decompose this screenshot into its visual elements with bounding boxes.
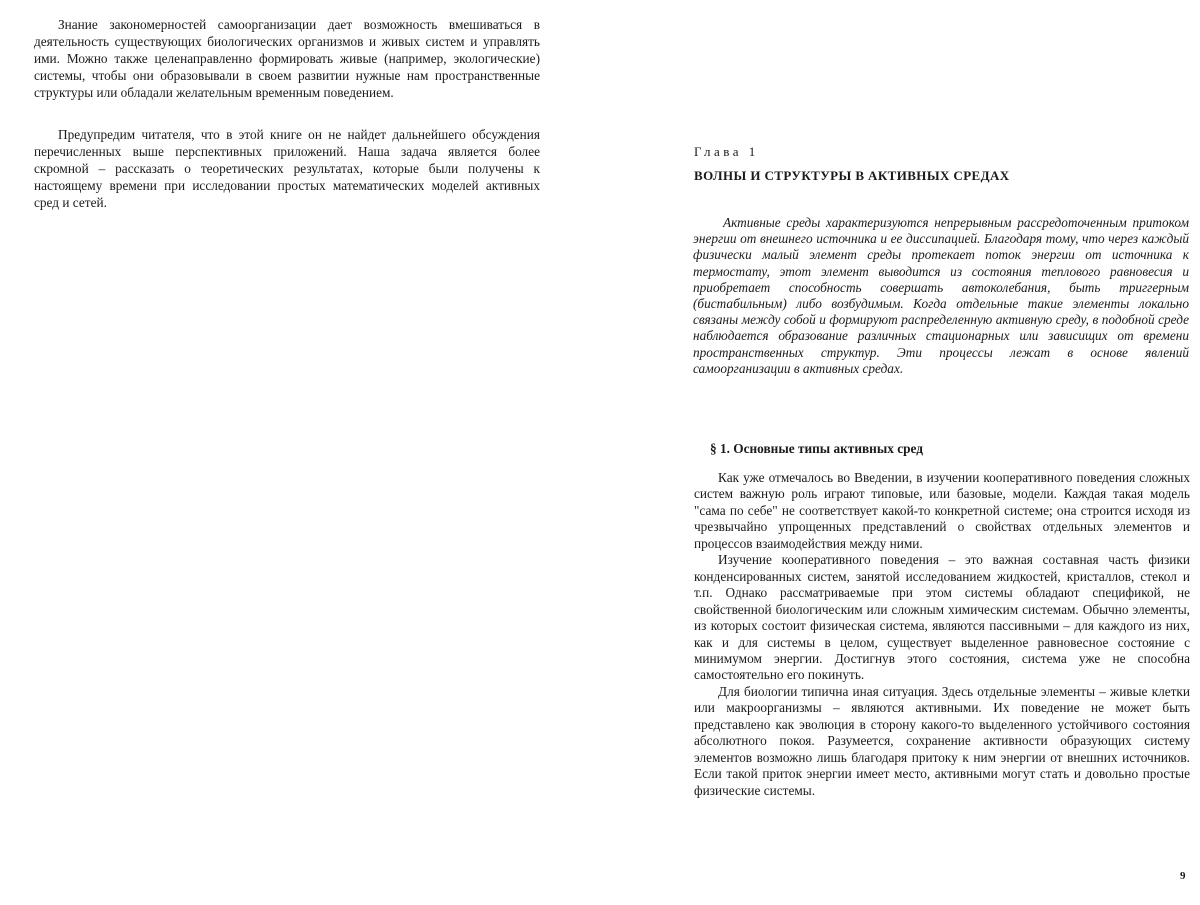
section-body: [694, 470, 1190, 799]
left-paragraph-2: Предупредим читателя, что в этой книге он не найдет дальнейшего обсуждения перечисленных выше перспективных приложений. Наша задача является более скромной – рассказать о теоретических результатах, кото­рые были получены к настоящему времени при исследовании простых математических моделей активных сред и сетей.: [34, 127, 540, 212]
section-title: § 1. Основные типы активных сред: [710, 441, 923, 457]
body-paragraph-1: Как уже отмечалось во Введении, в изучении кооперативного поведе­ния сложных систем важную роль играют типовые, или базовые, модели. Каждая такая модель "сама по себе" не соответствует какой-то конкретной системе; она строится исходя из чрезвычайно упрощенных представлений о свойствах отдельных элементов и процессов взаимодействия между ними.: [694, 470, 1190, 552]
chapter-abstract: Активные среды характеризуются непрерывным рассредоточенным притоком энергии от внешнего источника и ее диссипацией. Благодаря тому, что через каждый физически малый элемент среды протекает поток энергии от источника к термостату, этот элемент выводится из состояния теплового равновесия и приобретает способность со­вершать автоколебания, быть триггерным (бистабильным) либо воз­будимым. Когда отдельные такие элементы локально связаны между собой и формируют распределенную активную среду, в подобной среде наблюдается образование различных стационарных или зависи­щих от времени пространственных структур. Эти процессы лежат в основе явлений самоорганизации в активных средах.: [693, 215, 1189, 377]
body-paragraph-2: Изучение кооперативного поведения – это важная составная часть физики конденсированных систем, занятой исследованием жидкостей, кристаллов, стекол и т.п. Однако рассматриваемые при этом системы обладают спецификой, не свойственной биологическим или сложным химическим системам. Обычно элементы, из которых состоит физическая система, являются пассивными – для каждого из них, как и для системы в целом, существует выделенное равновесное состояние с минимумом энергии. Достигнув этого состояния, система уже не способна самостоятель­но его покинуть.: [694, 552, 1190, 684]
chapter-title: ВОЛНЫ И СТРУКТУРЫ В АКТИВНЫХ СРЕДАХ: [694, 168, 1010, 184]
left-page: [0, 0, 600, 905]
page-number: 9: [1180, 870, 1186, 882]
body-paragraph-3: Для биологии типична иная ситуация. Здесь отдельные элементы – живые клетки или макроорганизмы – являются активными. Их поведение не может быть представлено как эволюция в сторону какого-то выделен­ного устойчивого состояния абсолютного покоя. Разумеется, сохранение активности образующих систему элементов возможно лишь благодаря притоку к ним энергии от внешних источников. Если такой приток энергии имеет место, активными могут стать и довольно простые физические системы.: [694, 684, 1190, 799]
chapter-label: Глава 1: [694, 144, 759, 160]
left-paragraph-1: Знание закономерностей самоорганизации дает возможность вме­шиваться в деятельность существующих биологических организмов и живых систем и управлять ими. Можно также целенаправленно форми­ровать живые (например, экологические) системы, чтобы они образовыва­ли в своем развитии нужные нам пространственные структуры или обла­дали желательным временным поведением.: [34, 17, 540, 102]
right-page: [600, 0, 1200, 905]
